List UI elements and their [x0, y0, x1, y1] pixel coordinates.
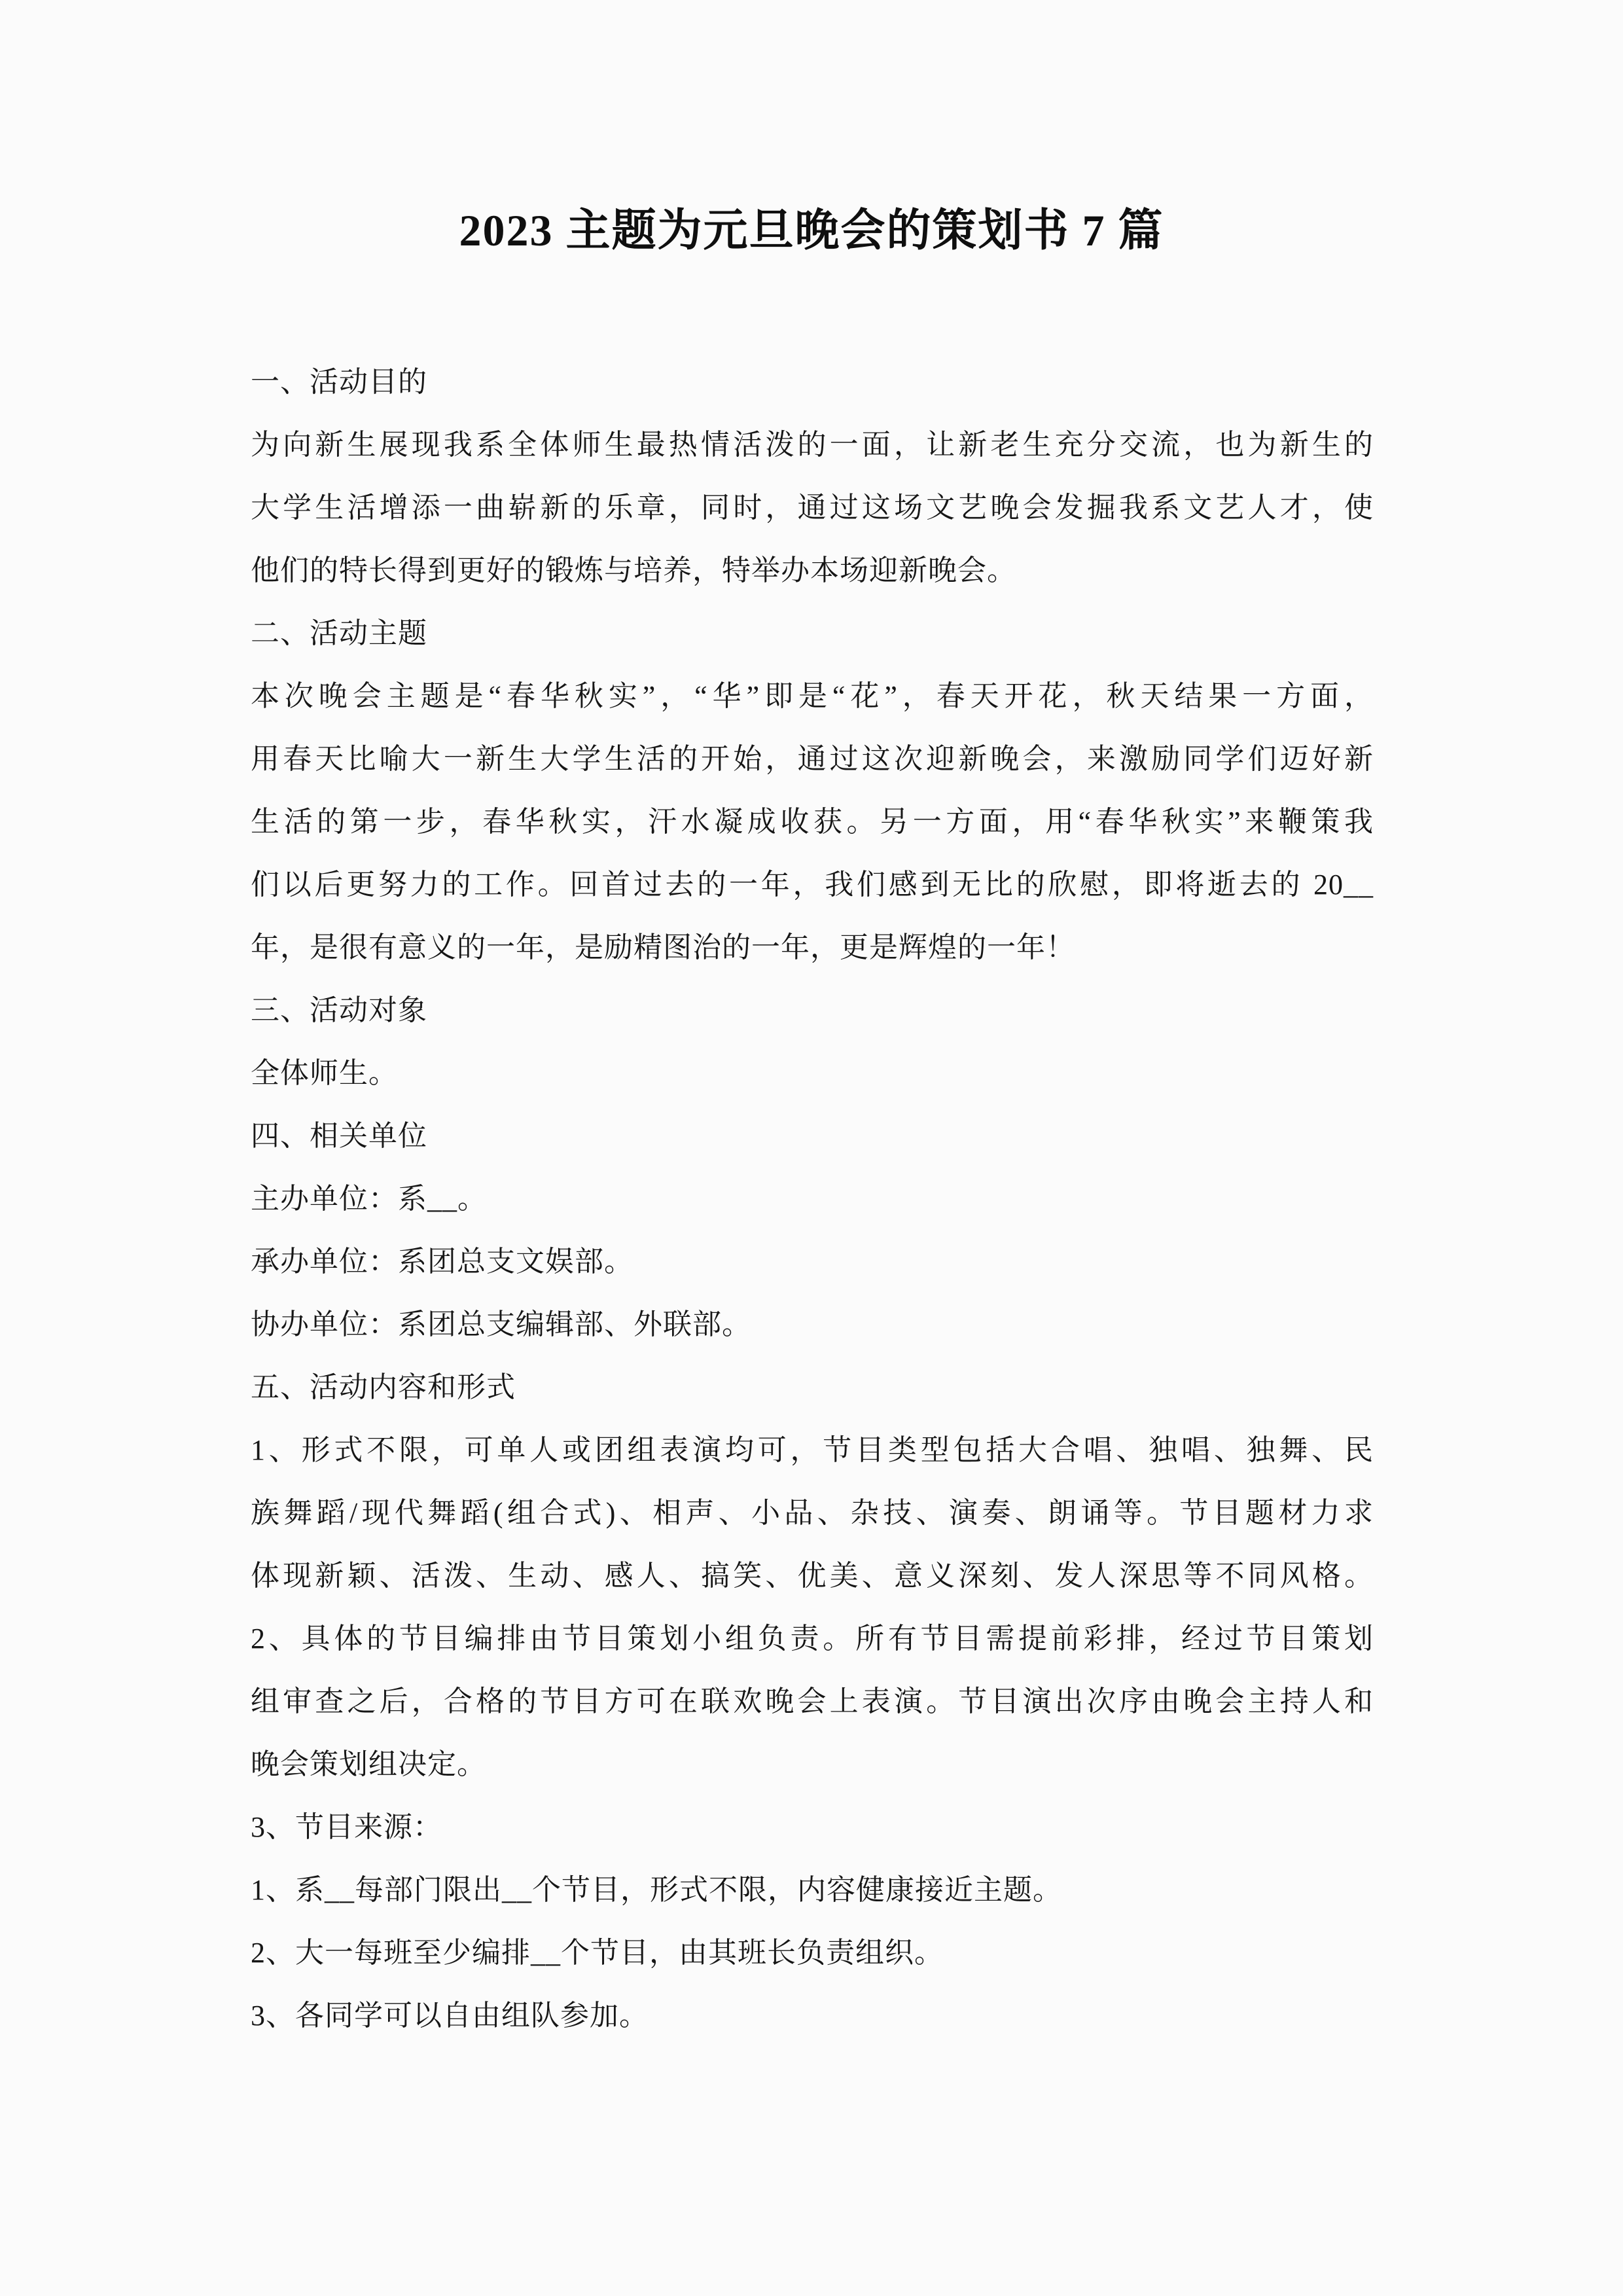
text-line: 主办单位：系__。 [251, 1183, 487, 1215]
text-line: 他们的特长得到更好的锻炼与培养，特举办本场迎新晚会。 [251, 554, 1016, 586]
document-body [251, 351, 1374, 2047]
text-line: 一、活动目的 [251, 366, 427, 398]
text-line: 四、相关单位 [251, 1120, 427, 1152]
text-line: 3、各同学可以自由组队参加。 [251, 2000, 649, 2032]
text-line: 1、形式不限，可单人或团组表演均可，节目类型包括大合唱、独唱、独舞、民 [251, 1434, 1374, 1466]
text-line: 3、节目来源： [251, 1811, 442, 1843]
text-line: 组审查之后，合格的节目方可在联欢晚会上表演。节目演出次序由晚会主持人和 [251, 1685, 1374, 1717]
text-line: 本次晚会主题是“春华秋实”，“华”即是“花”，春天开花，秋天结果一方面， [251, 680, 1374, 712]
text-line: 二、活动主题 [251, 617, 427, 649]
text-line: 五、活动内容和形式 [251, 1371, 516, 1403]
text-line: 大学生活增添一曲崭新的乐章，同时，通过这场文艺晚会发掘我系文艺人才，使 [251, 492, 1374, 524]
text-line: 三、活动对象 [251, 994, 427, 1026]
text-line: 2、具体的节目编排由节目策划小组负责。所有节目需提前彩排，经过节目策划 [251, 1623, 1374, 1655]
text-line: 1、系__每部门限出__个节目，形式不限，内容健康接近主题。 [251, 1874, 1062, 1906]
text-line: 为向新生展现我系全体师生最热情活泼的一面，让新老生充分交流，也为新生的 [251, 429, 1374, 461]
text-line: 承办单位：系团总支文娱部。 [251, 1246, 633, 1278]
text-line: 用春天比喻大一新生大学生活的开始，通过这次迎新晚会，来激励同学们迈好新 [251, 743, 1374, 775]
text-line: 族舞蹈/现代舞蹈(组合式)、相声、小品、杂技、演奏、朗诵等。节目题材力求 [251, 1497, 1374, 1529]
text-line: 年，是很有意义的一年，是励精图治的一年，更是辉煌的一年！ [251, 931, 1075, 963]
text-line: 协办单位：系团总支编辑部、外联部。 [251, 1308, 751, 1340]
text-line: 生活的第一步，春华秋实，汗水凝成收获。另一方面，用“春华秋实”来鞭策我 [251, 806, 1374, 838]
text-line: 全体师生。 [251, 1057, 398, 1089]
text-line: 2、大一每班至少编排__个节目，由其班长负责组织。 [251, 1937, 944, 1969]
text-line: 们以后更努力的工作。回首过去的一年，我们感到无比的欣慰，即将逝去的 20__ [251, 869, 1374, 901]
page-title: 2023 主题为元旦晚会的策划书 7 篇 [459, 206, 1164, 255]
text-line: 体现新颖、活泼、生动、感人、搞笑、优美、意义深刻、发人深思等不同风格。 [251, 1560, 1374, 1592]
text-line: 晚会策划组决定。 [251, 1748, 486, 1780]
